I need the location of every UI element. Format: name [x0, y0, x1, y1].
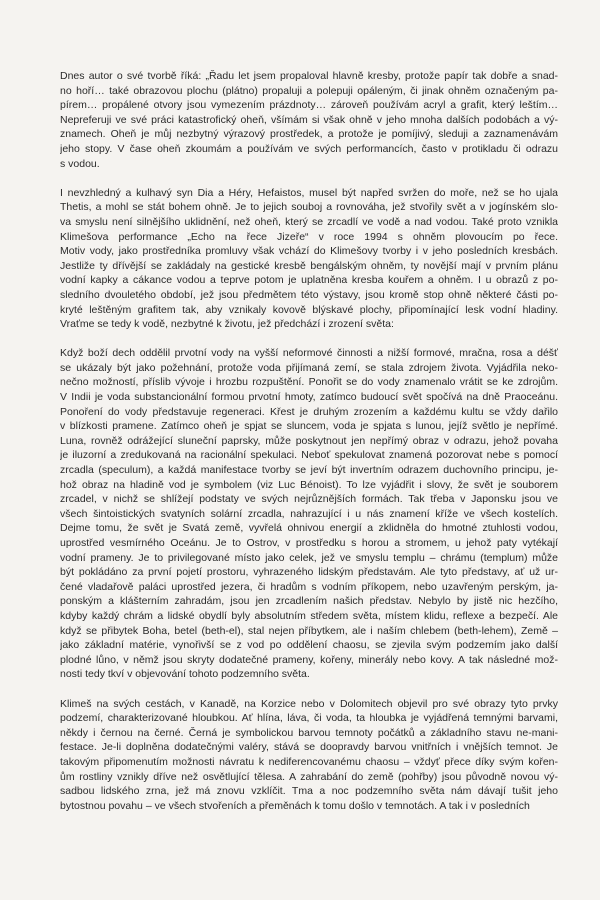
text-line: Dnes autor o své tvorbě říká: „Řadu let jsem propaloval hlavně kresby, protože papír tak dobře a snad- — [60, 70, 558, 82]
text-line: někdy i černou na černé. Černá je symbolickou barvou temnoty počátků a základního stavu ne-mani- — [60, 726, 558, 739]
text-line: jako základní matérie, vynořivší se z vod po oddělení chaosu, se zjevila svým podzemím jako další — [60, 639, 558, 652]
text-line: Vraťme se tedy k vodě, nezbytné k životu, jež předchází i zrození světa: — [60, 318, 394, 331]
text-line: plodné lůno, v němž jsou skryty dodatečné prameny, kořeny, minerály nebo kovy. A tak následné mož- — [60, 653, 558, 666]
text-line: festace. Je-li doplněna dodatečnými valéry, stává se doopravdy barvou vnitřních i vnějších temnot. Je — [60, 741, 558, 754]
paragraph — [60, 186, 558, 332]
text-line: Klimešova performance „Echo na řece Jizeře“ v roce 1994 s ohněm plovoucím po řece. — [60, 230, 558, 243]
text-line: Klimeš na svých cestách, v Kanadě, na Korzice nebo v Dolomitech objevil pro své obrazy tyto prvky — [60, 697, 558, 710]
text-line: Když boží dech oddělil prvotní vody na vyšší neformové činnosti a nižší formové, mračna, rosa a déšť — [60, 347, 558, 360]
text-line: vodní prameny. Je to privilegované místo jako celek, jež ve smyslu templu – chrámu (templum) může — [60, 551, 558, 564]
text-line: nosti tedy tkví v objevování tohoto podzemního světa. — [60, 668, 310, 681]
text-line: když se přibytek Boha, betel (beth-el), stal nejen příbytkem, ale i naším chlebem (beth-lehem), Země – — [60, 624, 558, 637]
text-line: zrcadel, v nichž se shlížejí podstaty ve svých nejrůznějších formách. Tak třeba v Japonsku jsou ve — [60, 493, 558, 506]
text-line: je iluzorní a zredukovaná na racionální spekulaci. Neboť spekulovat znamená pozorovat nebe s pomocí — [60, 449, 558, 462]
text-line: Nepreferuji ve své práci katastrofický oheň, všímám si však ohně v jeho mnoha dalších podobách a vý- — [60, 113, 558, 126]
text-line: Thetis, a mohl se stát bohem ohně. Je to jejich souboj a rovnováha, jež stvořily svět a v jogínském slo- — [60, 201, 558, 214]
text-line: Dejme tomu, že svět je Svatá země, vyvřelá ohnivou energií a zklidněla do hmotné ztuhlosti vodou, — [60, 522, 558, 535]
text-line: čené vladařově paláci uprostřed jezera, či hradům s vodním příkopem, nebo uzavřeným perským, ja- — [60, 580, 558, 593]
text-line: Jestliže ty dřívější se zakládaly na gestické kresbě bengálským ohněm, ty novější mají v prvním plánu — [60, 259, 558, 272]
text-line: jeho stopy. V čase oheň zkoumám a používám ve svých performancích, často v protikladu či odrazu — [60, 142, 558, 155]
text-line: vodní kapky a cákance vodou a teprve potom je uplatněna kresba kouřem a ohněm. I u obrazů z po- — [60, 274, 558, 287]
text-line: V Indii je voda substancionální formou prvotní hmoty, zatímco budoucí svět spočívá na dně Praoceánu. — [60, 391, 558, 404]
text-line: I nevzhledný a kulhavý syn Dia a Héry, Hefaistos, musel být napřed svržen do moře, než se ho ujala — [60, 186, 558, 199]
text-line: sledního dvouletého období, jež jsou předmětem této výstavy, jsou kromě stop ohně některé části po- — [60, 288, 558, 301]
text-line: v blízkosti pramene. Zatímco oheň je spjat se sluncem, voda je spjata s lunou, jejíž světlo je nepřímé. — [60, 420, 558, 433]
text-line: hož obraz na hladině vod je symbolem (viz Luc Bénoist). To lze vyjádřit i slovy, že svět je souborem — [60, 478, 558, 491]
text-line: bytostnou povahu – ve všech stvořeních a přeměnách k tomu došlo v temnotách. A tak i v posledních — [60, 799, 530, 812]
text-line: no hoří… také obrazovou plochu (plátno) propaluji a polepuji opáleným, či jinak ohněm označeným pa- — [60, 84, 558, 97]
paragraph — [60, 346, 558, 682]
text-line: Motiv vody, jako prostředníka promluvy však vchází do Klimešovy tvorby i v jeho posledních kresbách. — [60, 245, 558, 258]
text-line: Ponoření do vody představuje regeneraci. Křest je druhým zrozením a každému kultu se vždy dařilo — [60, 405, 558, 418]
paragraph — [60, 697, 558, 814]
text-line: kryté leštěným grafitem tak, aby vznikaly kovově blýskavé plochy, připomínající lesk vodní hladiny. — [60, 303, 558, 316]
text-line: se ukázaly být jako požehnání, protože voda přijímaná zemí, se stala zdrojem života. Vyjádřila neko- — [60, 361, 558, 374]
text-line: pírem… propálené otvory jsou vymezením prázdnoty… zároveň používám acryl a grafit, který leštím… — [60, 99, 558, 112]
text-line: zrcadla (speculum), a každá manifestace tvorby se jeví být invertním odrazem duchovního principu, je- — [60, 464, 558, 477]
text-line: ponským a klášterním zahradám, jsou jen zrcadlením našich představ. Nebylo by jistě nic hezčího, — [60, 595, 558, 608]
text-line: kdyby každý chrám a lidské obydlí byly absolutním středem světa, místem klidu, reflexe a bezpečí. Ale — [60, 609, 558, 622]
text-line: nečno možností, příslib vývoje i hrozbu rozpuštění. Ponořit se do vody znamenalo vrátit se ke zdrojům. — [60, 376, 558, 389]
text-line: podzemí, charakterizované hloubkou. Ať hlína, láva, či voda, ta hloubka je vyjádřená temnými barvami, — [60, 712, 558, 725]
text-line: být pokládáno za první pojetí prostoru, vyhrazeného lidským představám. Ale tyto představy, ať už ur- — [60, 566, 558, 579]
body-text — [60, 69, 558, 813]
text-line: uprostřed vesmírného Oceánu. Je to Ostrov, v prostředku s horou a stromem, u jehož paty vytékají — [60, 537, 558, 549]
text-line: ům rostliny vznikly dříve než osvětlující tělesa. A zahrabání do země (pohřby) jsou původně novou vý- — [60, 770, 558, 783]
text-line: Luna, rovněž odrážející sluneční paprsky, může poskytnout jen nepřímý obraz v odrazu, jehož povaha — [60, 434, 558, 447]
text-line: sadbou lidského zrna, jež má znovu vzklíčit. Tma a noc podzemního světa nám dávají tušit jeho — [60, 785, 558, 798]
text-line: va smyslu není silnějšího uklidnění, než oheň, který se zrcadlí ve vodě a nad vodou. Také proto vznikla — [60, 215, 558, 228]
text-line: všech šintoistických svatyních solární zrcadla, nahrazující i u nás znamení kříže ve všech kostelích. — [60, 507, 558, 520]
paragraph — [60, 69, 558, 171]
text-line: znamech. Oheň je můj nezbytný výrazový prostředek, a protože je pomíjivý, sleduji a zaznamenávám — [60, 128, 558, 141]
text-line: takovým připomenutím možnosti návratu k nediferencovanému chaosu – vždyť přece díky svým kořen- — [60, 755, 558, 768]
text-line: s vodou. — [60, 157, 100, 170]
